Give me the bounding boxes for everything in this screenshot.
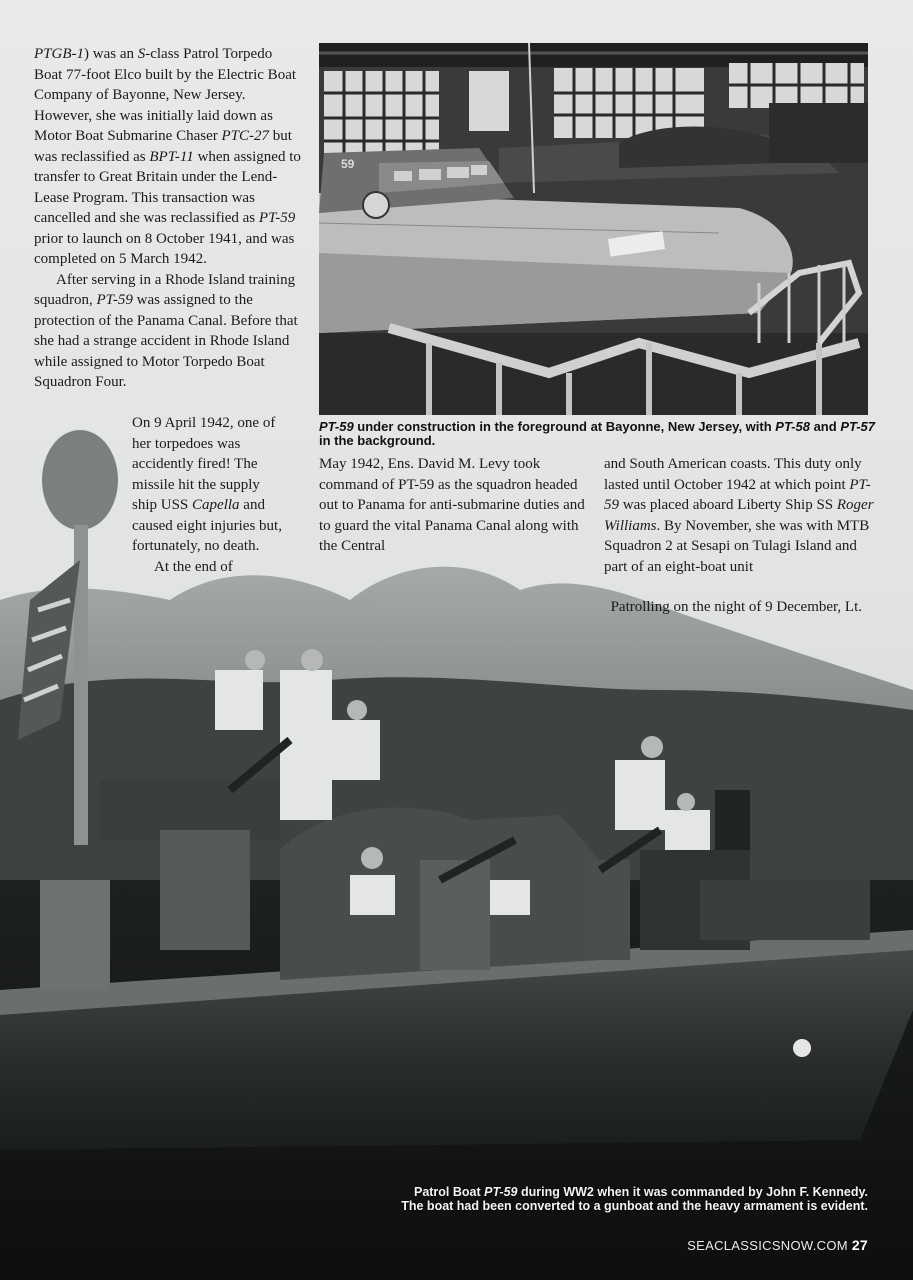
italic-run: PTC-27 (221, 128, 269, 144)
text-run: prior to launch on 8 October 1941, and was completed on 5 March 1942. (34, 230, 295, 267)
text-run: and (809, 419, 841, 434)
text-run: On 9 April 1942, one of her torpedoes was accidently fired! The missile hit the supply ship USS (132, 415, 276, 513)
text-run: and South American coasts. This duty only lasted until October 1942 at which point (604, 456, 862, 493)
text-run: After serving in a Rhode Island training squadron, (34, 271, 296, 308)
text-run: and caused eight injuries but, fortunately, no death. (132, 497, 282, 554)
paragraph (34, 44, 304, 270)
body-column-3 (604, 454, 874, 577)
italic-run: PTGB-1 (34, 46, 84, 62)
italic-run: PT-59 (258, 210, 296, 226)
paragraph (319, 454, 589, 557)
hull-number: 59 (341, 157, 355, 171)
paragraph (34, 270, 304, 393)
italic-run: BPT-11 (149, 148, 194, 165)
paragraph (132, 413, 282, 557)
text-run: was placed aboard Liberty Ship SS (619, 497, 837, 513)
text-run: -class Patrol Torpedo Boat 77-foot Elco built by the Electric Boat Company of Bayonne, New Jersey. However, she was initially laid down as Motor Boat Submarine Chaser (34, 46, 297, 144)
text-run: in the background. (319, 433, 436, 448)
body-column-3-continued (604, 597, 862, 618)
page-footer (687, 1237, 868, 1253)
text-run: ) was an (84, 46, 138, 62)
body-column-2 (319, 454, 589, 557)
body-column-1 (34, 44, 304, 393)
site-url[interactable]: SEACLASSICSNOW.COM (687, 1238, 848, 1253)
gunboat-photo-caption (398, 1186, 868, 1213)
text-run: was assigned to the protection of the Panama Canal. Before that she had a strange accident in Rhode Island while assigned to Motor Torpedo Boat Squadron Four. (34, 292, 298, 390)
text-run: May 1942, Ens. David M. Levy took command of PT-59 as the squadron headed out to Panama for anti-submarine duties and to guard the vital Panama Canal along with the Central (319, 456, 585, 554)
italic-run: PT-59 (96, 292, 133, 308)
text-run: . By November, she was with MTB Squadron 2 at Sesapi on Tulagi Island and part of an eight-boat unit (604, 517, 870, 575)
paragraph (132, 557, 282, 578)
text-run: but was reclassified as (34, 128, 292, 165)
construction-photo-caption (319, 420, 879, 448)
text-run: Patrolling on the night of 9 December, Lt. (610, 599, 862, 615)
italic-run: Roger Williams (604, 497, 874, 534)
italic-run: PT-59 (319, 419, 354, 434)
text-run: Patrol Boat (413, 1185, 485, 1199)
paragraph (604, 454, 874, 577)
construction-photo (319, 43, 868, 415)
italic-run: PT-59 (604, 476, 871, 513)
body-column-1-continued (132, 413, 282, 577)
italic-run: PT-57 (840, 419, 875, 434)
text-run: when assigned to transfer to Great Britain under the Lend-Lease Program. This transaction was cancelled and she was reclassified as (34, 148, 301, 226)
italic-run: PT-59 (484, 1185, 518, 1199)
paragraph (604, 597, 862, 618)
italic-run: PT-58 (775, 419, 810, 434)
page-number: 27 (851, 1237, 868, 1253)
italic-run: S (137, 46, 146, 62)
text-run: under construction in the foreground at Bayonne, New Jersey, with (353, 419, 776, 434)
italic-run: Capella (192, 497, 240, 513)
text-run: during WW2 when it was commanded by John F. Kennedy. The boat had been converted to a gunboat and the heavy armament is evident. (401, 1185, 868, 1213)
text-run: At the end of (154, 558, 233, 575)
